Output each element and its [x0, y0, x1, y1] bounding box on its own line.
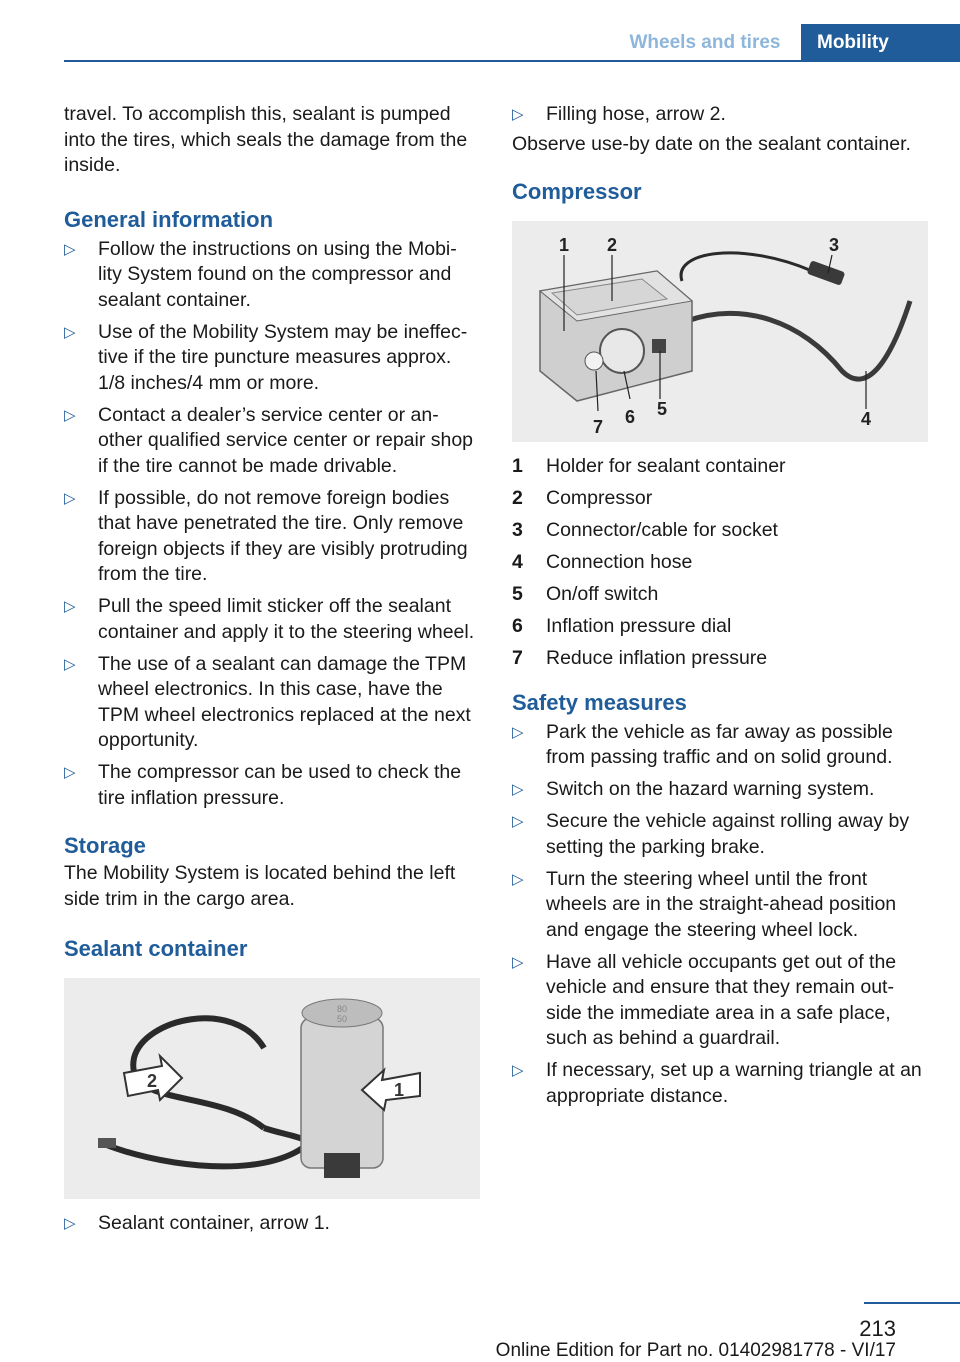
- chapter-tab[interactable]: Mobility: [801, 24, 960, 62]
- compressor-illustration: [512, 221, 928, 442]
- page-header: [64, 24, 960, 62]
- list-item: ▷ Sealant container, arrow 1.: [64, 1211, 480, 1237]
- intro-paragraph: travel. To accomplish this, sealant is pumped into the tires, which seals the damage from the inside.: [64, 103, 468, 176]
- compressor-heading: Compressor: [512, 179, 642, 204]
- list-item: 6 Inflation pressure dial: [512, 615, 732, 637]
- callout-5-label: 5: [656, 399, 668, 419]
- list-item: ▷ Follow the instructions on using the Mobi‐lity System found on the compressor and sealant container.: [64, 237, 457, 311]
- sealant-container-figure: [64, 978, 480, 1199]
- list-item: 7 Reduce inflation pressure: [512, 647, 768, 669]
- bullet-arrow-icon: ▷: [64, 655, 76, 673]
- list-item: ▷ Contact a dealer’s service center or an‐other qualified service center or repair shop if the tire cannot be made drivable.: [64, 403, 474, 477]
- callout-7-label: 7: [592, 417, 604, 437]
- list-item: ▷ The use of a sealant can damage the TPM wheel electronics. In this case, have the TPM wheel electronics replaced at the next opportunity.: [64, 652, 471, 751]
- list-item: ▷ Switch on the hazard warning system.: [512, 777, 928, 803]
- cap-label-bottom: 50: [336, 1014, 348, 1024]
- pressure-dial-shape: [600, 329, 644, 373]
- edition-note: Online Edition for Part no. 01402981778 - VI/17: [495, 1340, 896, 1361]
- callout-3-label: 3: [828, 235, 840, 255]
- socket-connector-shape: [807, 260, 846, 285]
- safety-measures-list: [512, 720, 928, 1110]
- list-item: ▷ Filling hose, arrow 2.: [512, 102, 928, 128]
- connection-hose-shape: [687, 301, 910, 379]
- arrow-2-label: 2: [146, 1071, 158, 1091]
- list-item: ▷ Park the vehicle as far away as possible from passing traffic and on solid ground.: [512, 720, 893, 768]
- bullet-arrow-icon: ▷: [64, 489, 76, 507]
- bullet-arrow-icon: ▷: [64, 764, 76, 781]
- list-item: 5 On/off switch: [512, 583, 659, 605]
- observe-paragraph: Observe use-by date on the sealant container.: [512, 132, 911, 155]
- bullet-arrow-icon: ▷: [512, 781, 524, 798]
- bullet-arrow-icon: ▷: [512, 813, 524, 830]
- compressor-parts-list: [512, 454, 928, 672]
- right-column: [512, 100, 928, 1116]
- footer-rule: [864, 1302, 960, 1304]
- storage-heading: Storage: [64, 833, 146, 858]
- sealant-container-illustration: [64, 978, 480, 1199]
- bullet-arrow-icon: ▷: [512, 870, 524, 888]
- hose-list: [512, 102, 928, 128]
- list-item: ▷ If necessary, set up a warning triangle at an appropriate distance.: [512, 1059, 922, 1107]
- storage-paragraph: The Mobility System is located behind the left side trim in the cargo area.: [64, 862, 456, 910]
- list-item: 3 Connector/cable for socket: [512, 519, 778, 541]
- callout-4-label: 4: [860, 409, 872, 429]
- callout-1-label: 1: [558, 235, 570, 255]
- release-button-shape: [585, 352, 603, 370]
- left-column: [64, 100, 480, 1243]
- callout-6-label: 6: [624, 407, 636, 427]
- switch-shape: [652, 339, 666, 353]
- list-item: 4 Connection hose: [512, 551, 693, 573]
- list-item: ▷ The compressor can be used to check the tire inflation pressure.: [64, 761, 462, 809]
- list-item: ▷ Use of the Mobility System may be ineffec‐tive if the tire puncture measures approx. 1/8 inches/4 mm or more.: [64, 320, 468, 394]
- hose-connector-shape: [98, 1138, 116, 1148]
- safety-measures-heading: Safety measures: [512, 689, 687, 715]
- compressor-figure: [512, 221, 928, 442]
- list-item: ▷ Turn the steering wheel until the front wheels are in the straight-ahead position and engage the steering wheel lock.: [512, 867, 897, 941]
- bullet-arrow-icon: ▷: [512, 106, 524, 123]
- bullet-arrow-icon: ▷: [64, 240, 76, 258]
- filling-hose-shape: [104, 1128, 306, 1166]
- general-information-heading: General information: [64, 206, 274, 232]
- bullet-arrow-icon: ▷: [512, 953, 524, 971]
- bullet-arrow-icon: ▷: [64, 406, 76, 424]
- bullet-arrow-icon: ▷: [64, 1215, 76, 1232]
- arrow-1-label: 1: [393, 1080, 405, 1100]
- list-item: 2 Compressor: [512, 487, 653, 509]
- bottle-base-shape: [324, 1153, 360, 1178]
- sealant-container-list: [64, 1211, 480, 1237]
- page-number: 213: [859, 1316, 896, 1341]
- list-item: 1 Holder for sealant container: [512, 455, 786, 477]
- sealant-container-heading: Sealant container: [64, 936, 248, 961]
- bullet-arrow-icon: ▷: [512, 1062, 524, 1079]
- list-item: ▷ Secure the vehicle against rolling away by setting the parking brake.: [512, 810, 910, 858]
- section-tab[interactable]: Wheels and tires: [629, 32, 781, 53]
- list-item: ▷ If possible, do not remove foreign bodies that have penetrated the tire. Only remove foreign objects if they are visibly protruding from the tire.: [64, 486, 468, 585]
- cap-label-top: 80: [336, 1004, 348, 1014]
- callout-2-label: 2: [606, 235, 618, 255]
- list-item: ▷ Have all vehicle occupants get out of the vehicle and ensure that they remain out‐side the immediate area in a safe place, such as behind a guardrail.: [512, 950, 897, 1049]
- header-rule: [64, 60, 960, 62]
- bullet-arrow-icon: ▷: [64, 323, 76, 341]
- list-item: ▷ Pull the speed limit sticker off the sealant container and apply it to the steering wheel.: [64, 595, 475, 643]
- socket-cable-shape: [681, 253, 812, 281]
- page-footer: [0, 1302, 960, 1362]
- general-information-list: [64, 237, 480, 812]
- bullet-arrow-icon: ▷: [512, 723, 524, 741]
- bullet-arrow-icon: ▷: [64, 598, 76, 615]
